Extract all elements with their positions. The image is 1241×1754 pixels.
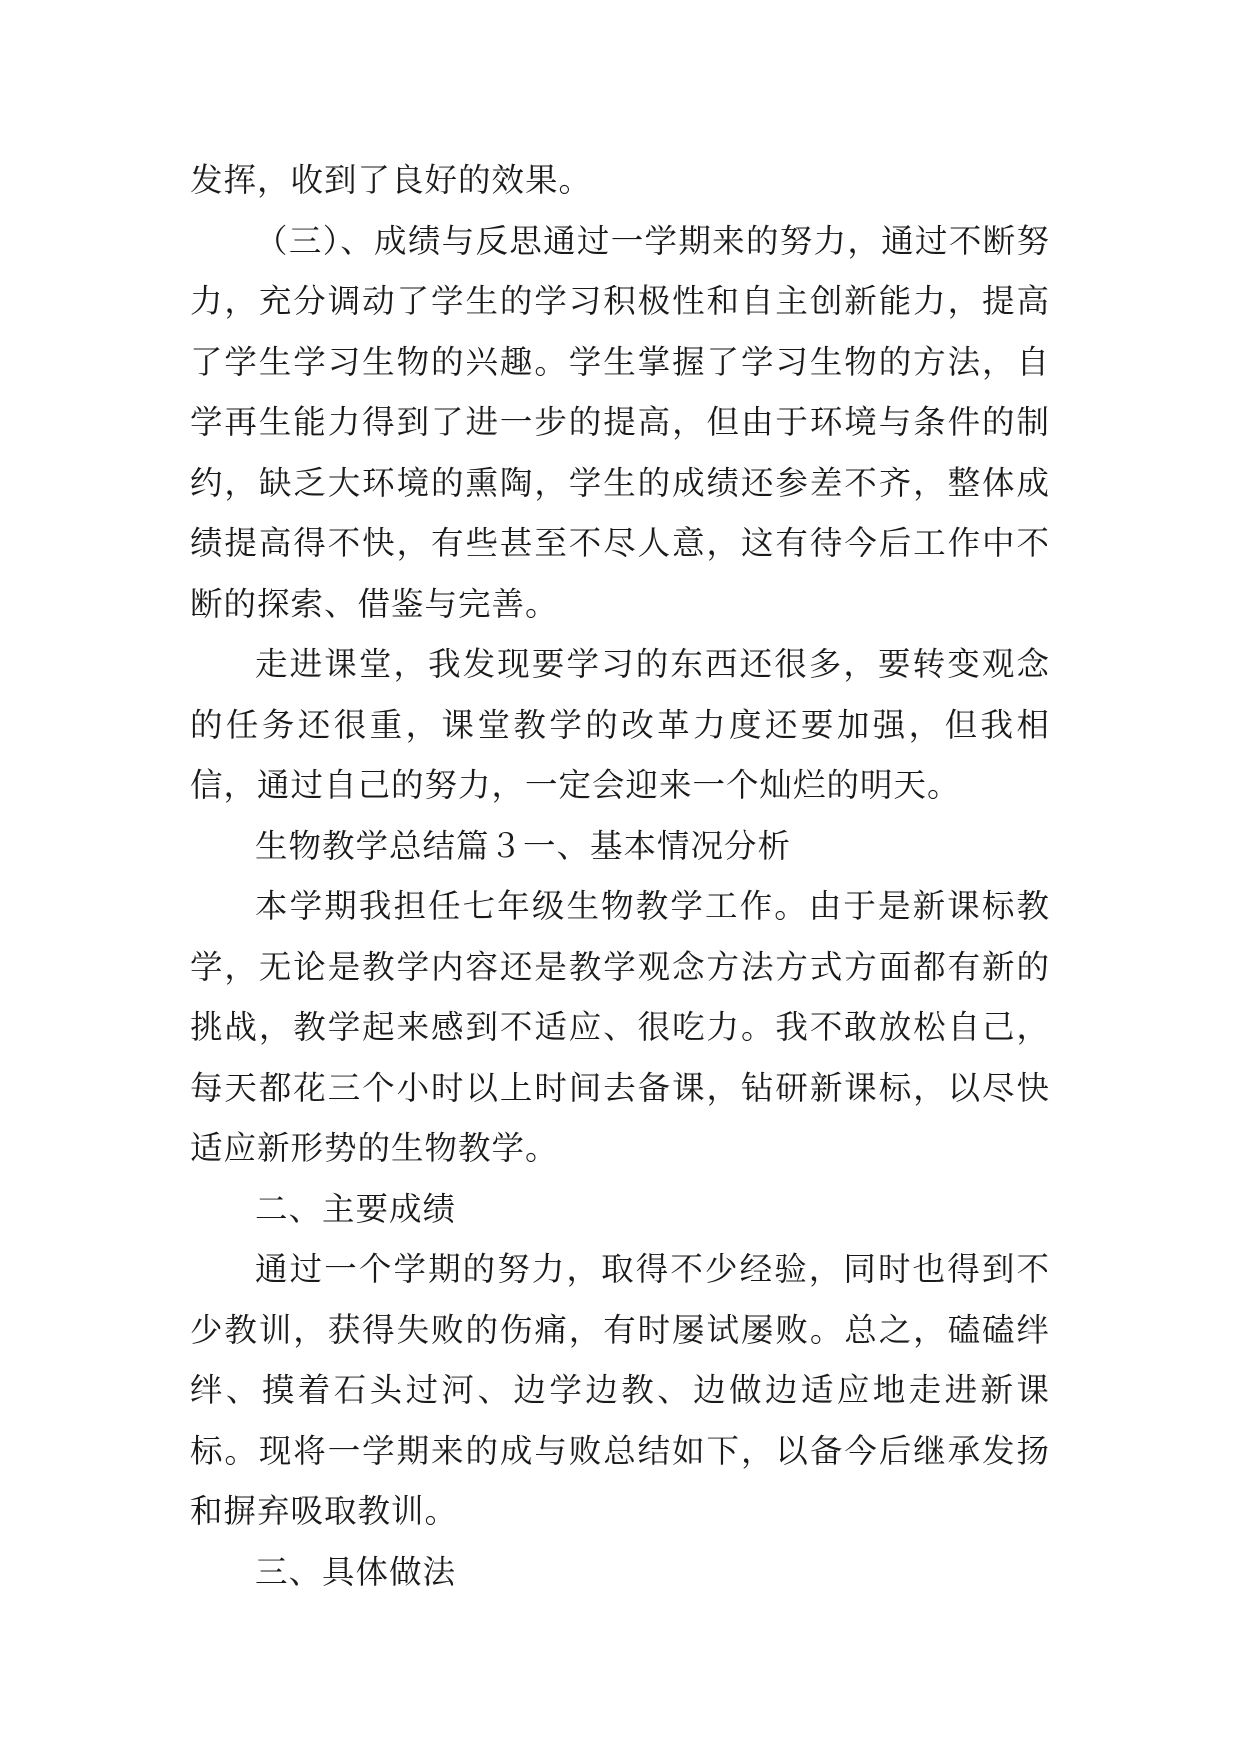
paragraph-classroom: 走进课堂，我发现要学习的东西还很多，要转变观念的任务还很重，课堂教学的改革力度还要加强，但我相信，通过自己的努力，一定会迎来一个灿烂的明天。 xyxy=(190,645,1050,804)
section-heading-basic-analysis: 生物教学总结篇３一、基本情况分析 xyxy=(255,826,792,865)
paragraph-experience: 通过一个学期的努力，取得不少经验，同时也得到不少教训，获得失败的伤痛，有时屡试屡败。总之，磕磕绊绊、摸着石头过河、边学边教、边做边适应地走进新课标。现将一学期来的成与败总结如下，以备今后继承发扬和摒弃吸取教训。 xyxy=(190,1250,1050,1530)
paragraph-results-reflection: （三）、成绩与反思通过一学期来的努力，通过不断努力，充分调动了学生的学习积极性和自主创新能力，提高了学生学习生物的兴趣。学生掌握了学习生物的方法，自学再生能力得到了进一步的提高，但由于环境与条件的制约，缺乏大环境的熏陶，学生的成绩还参差不齐，整体成绩提高得不快，有些甚至不尽人意，这有待今后工作中不断的探索、借鉴与完善。 xyxy=(190,221,1050,623)
section-heading-main-results: 二、主要成绩 xyxy=(255,1189,457,1228)
section-heading-methods: 三、具体做法 xyxy=(255,1552,457,1591)
paragraph-continuation: 发挥，收到了良好的效果。 xyxy=(190,161,593,199)
paragraph-semester-work: 本学期我担任七年级生物教学工作。由于是新课标教学，无论是教学内容还是教学观念方法方式方面都有新的挑战，教学起来感到不适应、很吃力。我不敢放松自己，每天都花三个小时以上时间去备课，钻研新课标，以尽快适应新形势的生物教学。 xyxy=(190,887,1050,1167)
document-body xyxy=(190,150,1050,1602)
